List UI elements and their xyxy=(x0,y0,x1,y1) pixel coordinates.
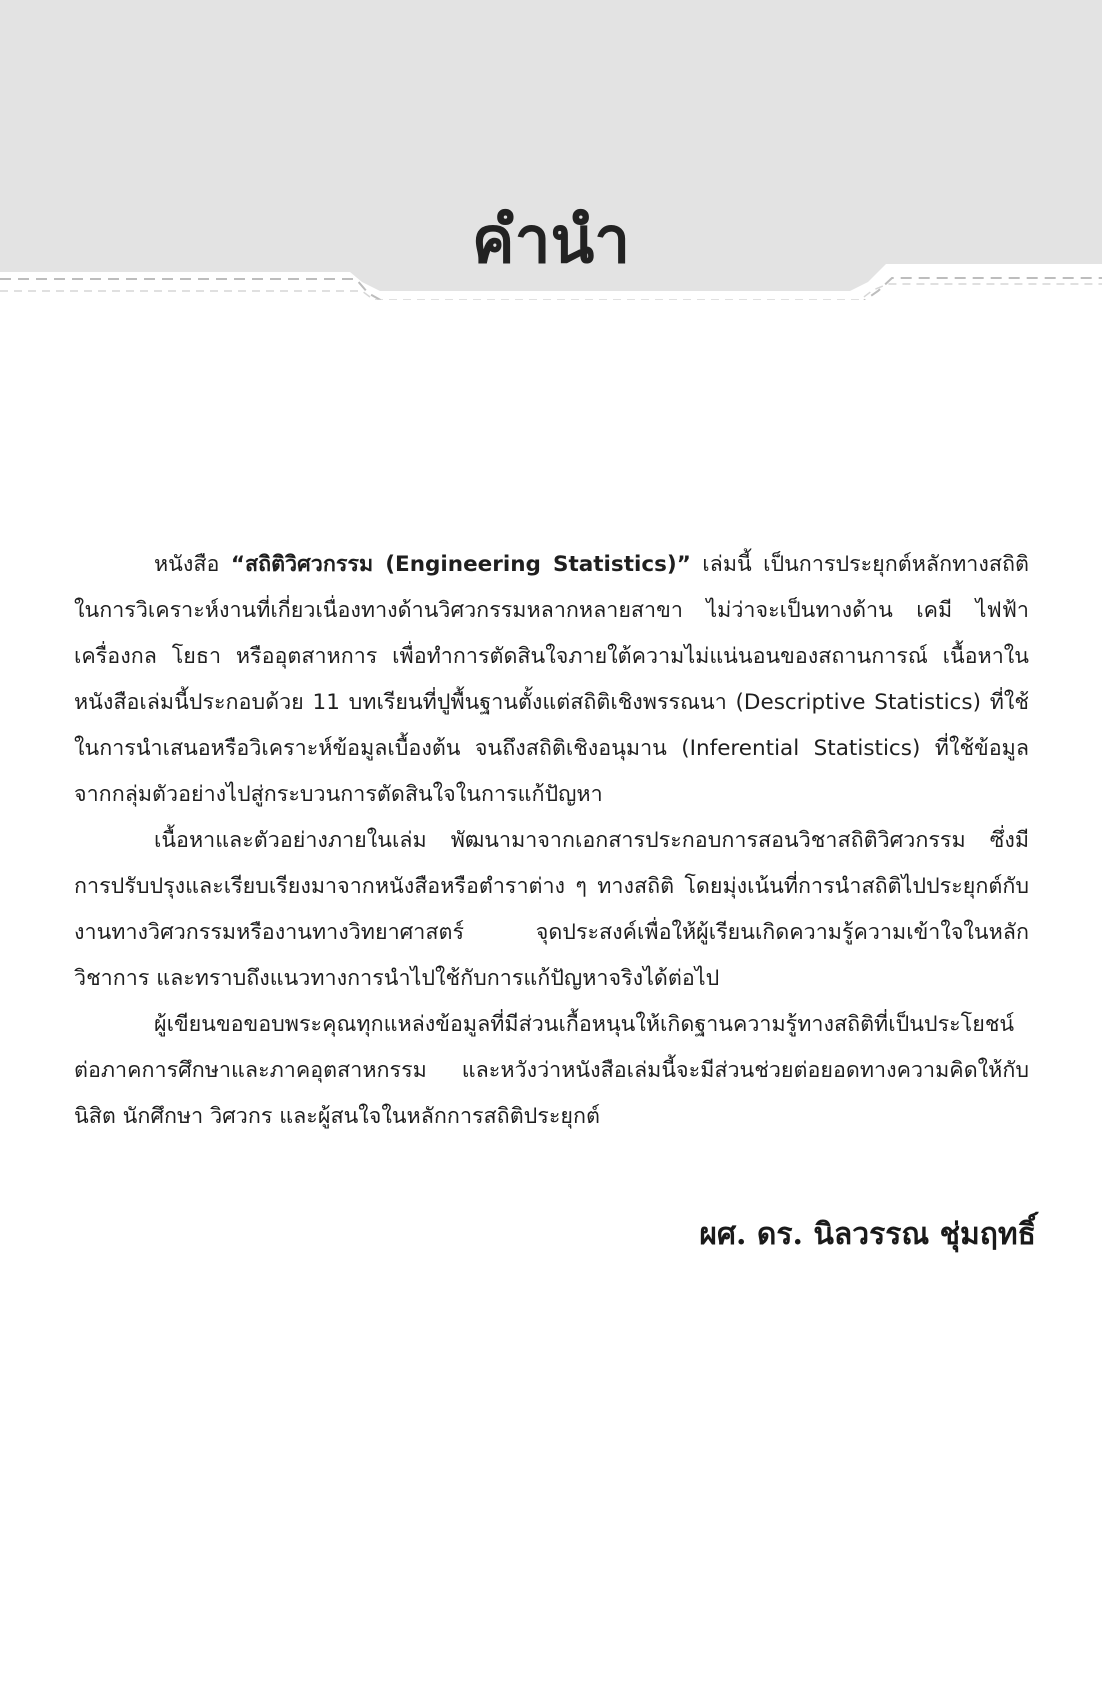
preface-body xyxy=(74,542,1029,1140)
preface-paragraph-2: เนื้อหาและตัวอย่างภายในเล่ม พัฒนามาจากเอกสารประกอบการสอนวิชาสถิติวิศวกรรม ซึ่งมีการปรับปรุงและเรียบเรียงมาจากหนังสือหรือตำราต่าง ๆ ทางสถิติ โดยมุ่งเน้นที่การนำสถิติไปประยุกต์กับงานทางวิศวกรรมหรืองานทางวิทยาศาสตร์ จุดประสงค์เพื่อให้ผู้เรียนเกิดความรู้ความเข้าใจในหลักวิชาการ และทราบถึงแนวทางการนำไปใช้กับการแก้ปัญหาจริงได้ต่อไป xyxy=(74,828,1029,991)
paragraph-1-prefix: หนังสือ xyxy=(154,552,231,577)
author-signature: ผศ. ดร. นิลวรรณ ชุ่มฤทธิ์ xyxy=(699,1217,1036,1252)
book-title-emphasis: “สถิติวิศวกรรม (Engineering Statistics)” xyxy=(230,552,691,577)
page-title: คำนำ xyxy=(471,204,631,278)
preface-paragraph-1 xyxy=(74,542,1029,818)
paragraph-1-text: เล่มนี้ เป็นการประยุกต์หลักทางสถิติในการวิเคราะห์งานที่เกี่ยวเนื่องทางด้านวิศวกรรมหลากหลายสาขา ไม่ว่าจะเป็นทางด้าน เคมี ไฟฟ้า เครื่องกล โยธา หรืออุตสาหการ เพื่อทำการตัดสินใจภายใต้ความไม่แน่นอนของสถานการณ์ เนื้อหาในหนังสือเล่มนี้ประกอบด้วย 11 บทเรียนที่ปูพื้นฐานตั้งแต่สถิติเชิงพรรณนา (Descriptive Statistics) ที่ใช้ในการนำเสนอหรือวิเคราะห์ข้อมูลเบื้องต้น จนถึงสถิติเชิงอนุมาน (Inferential Statistics) ที่ใช้ข้อมูลจากกลุ่มตัวอย่างไปสู่กระบวนการตัดสินใจในการแก้ปัญหา xyxy=(74,552,1029,807)
preface-paragraph-3: ผู้เขียนขอขอบพระคุณทุกแหล่งข้อมูลที่มีส่วนเกื้อหนุนให้เกิดฐานความรู้ทางสถิติที่เป็นประโยชน์ต่อภาคการศึกษาและภาคอุตสาหกรรม และหวังว่าหนังสือเล่มนี้จะมีส่วนช่วยต่อยอดทางความคิดให้กับนิสิต นักศึกษา วิศวกร และผู้สนใจในหลักการสถิติประยุกต์ xyxy=(74,1012,1029,1129)
